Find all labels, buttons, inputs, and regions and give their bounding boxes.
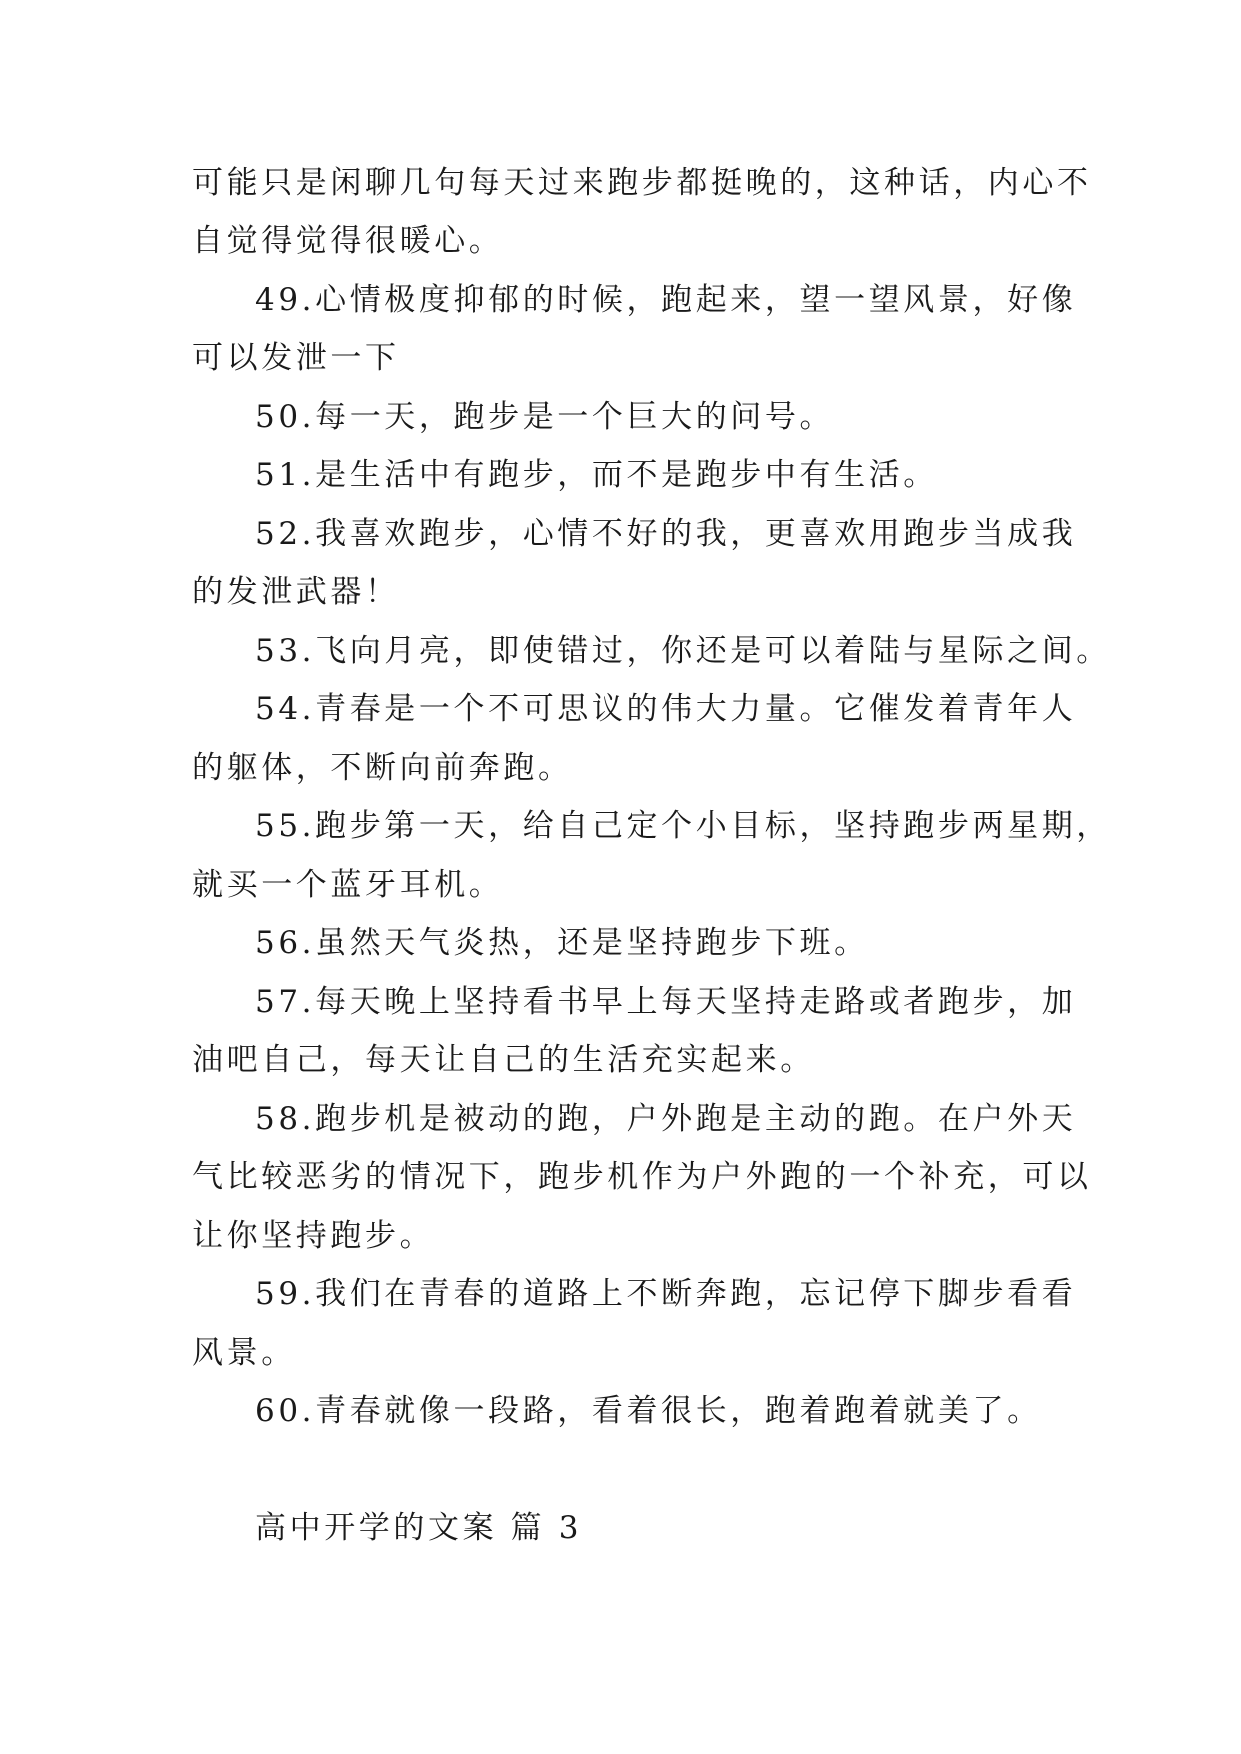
text-line: 油吧自己，每天让自己的生活充实起来。 xyxy=(192,1042,815,1078)
text-line: 风景。 xyxy=(192,1335,296,1371)
text-line: 自觉得觉得很暖心。 xyxy=(192,223,504,259)
item-59: 59.我们在青春的道路上不断奔跑，忘记停下脚步看看 xyxy=(255,1276,1077,1312)
text-line: 让你坚持跑步。 xyxy=(192,1218,435,1254)
item-51: 51.是生活中有跑步，而不是跑步中有生活。 xyxy=(255,457,938,493)
item-50: 50.每一天，跑步是一个巨大的问号。 xyxy=(255,399,835,435)
text-line: 可能只是闲聊几句每天过来跑步都挺晚的，这种话，内心不 xyxy=(192,165,1092,201)
item-56: 56.虽然天气炎热，还是坚持跑步下班。 xyxy=(255,925,869,961)
item-57: 57.每天晚上坚持看书早上每天坚持走路或者跑步，加 xyxy=(255,984,1077,1020)
text-line: 的躯体，不断向前奔跑。 xyxy=(192,750,573,786)
section-heading: 高中开学的文案 篇 3 xyxy=(255,1510,583,1546)
item-53: 53.飞向月亮，即使错过，你还是可以着陆与星际之间。 xyxy=(255,633,1111,669)
item-52: 52.我喜欢跑步，心情不好的我，更喜欢用跑步当成我 xyxy=(255,516,1077,552)
text-line: 可以发泄一下 xyxy=(192,340,400,376)
item-49: 49.心情极度抑郁的时候，跑起来，望一望风景，好像 xyxy=(255,282,1077,318)
item-54: 54.青春是一个不可思议的伟大力量。它催发着青年人 xyxy=(255,691,1077,727)
item-60: 60.青春就像一段路，看着很长，跑着跑着就美了。 xyxy=(255,1393,1042,1429)
item-58: 58.跑步机是被动的跑，户外跑是主动的跑。在户外天 xyxy=(255,1101,1077,1137)
item-55: 55.跑步第一天，给自己定个小目标，坚持跑步两星期， xyxy=(255,808,1111,844)
text-line: 就买一个蓝牙耳机。 xyxy=(192,867,504,903)
text-line: 的发泄武器！ xyxy=(192,574,400,610)
text-line: 气比较恶劣的情况下，跑步机作为户外跑的一个补充，可以 xyxy=(192,1159,1092,1195)
